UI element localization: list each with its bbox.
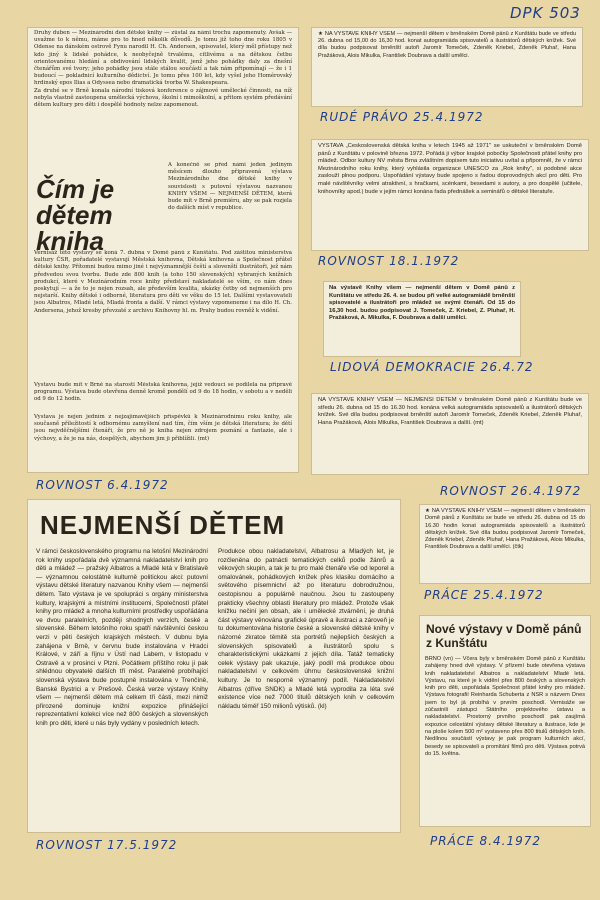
clip-bottom-right-2	[420, 616, 590, 826]
source-stamp: PRÁCE 8.4.1972	[430, 834, 541, 848]
source-stamp: PRÁCE 25.4.1972	[424, 588, 544, 602]
article-column-1: V rámci československého programu na letošní Mezinárodní rok knihy uspořádala dvě významná nakladatelství knih pro děti a mládež — pražský Albatros a Mladé letá v Bratislavě — významnou celostátně kulturně politickou akci: putovní výstavu dětské literatury nazvanou Knihy všem — nejmenší dětem. Tato výstava je ve spolupráci s orgány ministerstva kultury, krajskými a místními institucemi, Společností přátel knihy pro mládež a mnoha kulturními prostředky uspořádána ve dvou paralelních, později shodných verzích, české a slovenské. Během letošního roku spatří návštěvníci českou verzi v pěti českých krajských městech. V dubnu byla zahájena v Brně, v červnu bude instalována v Hradci Králové, v září a říjnu v Ústí nad Labem, v listopadu v Ostravě a v prosinci v Plzni. Počátkem příštího roku ji pak shlédnou obyvatelé dalších tří měst. Paralelně probíhající slovenská výstava bude postupně instalována v Trenčíně, Banské Bystrici a v Prešově. Česká verze výstavy Knihy všem — nejmenší dětem má celkem tři části, mezi nimiž přirozeně dominuje knižní expozice přinášející reprezentativní kolekci více než 800 českých a slovenských knih pro děti, které u nás byly vydány v posledních letech.	[36, 548, 208, 727]
source-stamp: ROVNOST 18.1.1972	[318, 254, 460, 268]
corner-mark: DPK 503	[510, 4, 581, 22]
clip-top-right-2	[312, 140, 588, 250]
article-paragraph: Výstava je nejen jedním z nejzajímavějších příspěvků k Mezinárodnímu roku knihy, ale současně příležitostí k odbornému zamyšlení nad tím, čím vším je dětská literatura; že dětí jsou nejvděčnějšími čtenáři, že pro ně je kniha nejen zdrojem poznání a fantazie, ale i výchovy, a že je na nás, dospělých, abychom jim ji přiblížili. (mt)	[34, 414, 292, 442]
article-paragraph: Vernisáž této výstavy se koná 7. dubna v Domě pánů z Kunštátu. Pod záštitou ministerstva kultury ČSR, pořadatelé vystavují Městská knihovna, Dětská knihovna a Společnost přátel dětské knihy. Přítomni budou mimo jiné i nejvýznamnější čeští a slovenští ilustrátoři, jež nám předvedou svou tvorbu. Bude zde 800 knih (a toho 150 slovenských) vybraných knižních produkcí, které v Mezinárodním roce knihy představí nakladatelé se vším, co nám dnes poskytují — a že to je nejen rozsah, ale především kvalita, ukázky četby od nejmenších pro nejstarší. Knihy dětské i odborné, literatura pro děti ve věku do 15 let. Dalšími vystavovateli jsou Albatros, Mladé letá, Mladá fronta a další. V rámci výstavy vzpomeneme i na dílo H. Ch. Andersena, jehož kresby převzaté z archivu Knihovny hl. m. Prahy budou rovněž k vidění.	[34, 250, 292, 314]
article-paragraph: A konečně se před námi jeden jediným měsícem dlouho připravená výstava Mezinárodního dne dětské knihy v souvislosti s putovní výstavou nazvanou KNIHY VŠEM — NEJMENŠÍ DĚTEM, která bude mít v Brně premiéru, aby se pak rozjela do dalších míst v republice.	[168, 162, 292, 212]
clip-top-right-3	[324, 282, 520, 356]
source-stamp: LIDOVÁ DEMOKRACIE 26.4.72	[330, 360, 534, 374]
clip-top-left	[28, 28, 298, 472]
source-stamp: ROVNOST 26.4.1972	[440, 484, 582, 498]
article-column-2: Produkce obou nakladatelství, Albatrosu a Mladých let, je rozčleněna do patnácti tematických celků podle žánrů a věkových skupin, a tak je tu pro malé čtenáře vše od leporel a omalovánek, pohádkových knížek přes klasiku domácího a světového písemnictví až po literaturu dobrodružnou, cestopisnou a populárně naučnou. Jsou tu zastoupeny prakticky všechny oblasti literatury pro mládež. Protože však knížku nečiní jen obsah, ale i umělecké ztvárnění, je druhá část výstavy věnována grafické úpravě a ilustraci a zároveň je tu dokumentována historie české a slovenské dětské knihy v názorné zkratce těmitě sta portrétů nejlepších českých a slovenských spisovatelů a ilustrátorů spolu s charakteristickými ukázkami z jejich díla. Tatáž tematicky celek výstavy pak ukazuje, jaký podíl má produkce obou nakladatelství v celkovém úhrnu československé knižní kultury. Je to nesporně významný podíl. Nakladatelství Albatros (dříve SNDK) a Mladé letá vyprodila za léta své existence více než 7000 titulů dětských knih v celkovém nákladu téměř 150 milionů výtisků. (kl)	[218, 548, 394, 710]
clip-bottom-left	[28, 500, 400, 832]
clip-bottom-right-1	[420, 505, 590, 583]
article-text: ★ NA VÝSTAVĚ KNIHY VŠEM — nejmenší dětem v brněnském Domě pánů z Kunštátu se bude ve středu 26. dubna od 15 do 16.30 hodin konat autogramiáda spisovatelů a ilustrátorů dětských knížek. Své díla budou podpisovat Jaromír Tomeček, Zdeněk Kriebel, Zdeněk Pluhař, Hana Pražáková, Alois Mikulka, František Doubrava a další umělci. (čtk)	[425, 508, 585, 551]
article-paragraph: Druhý duben — Mezinárodní den dětské knihy — zůstal za námi trochu zapomenutý. Avšak — uvažme to k němu, máme pro to hned několik důvodů. Je tomu již toho dne roku 1805 v Odense na dánském ostrově Fynu narodil H. Ch. Andersen, spisovatel, který měl přístupy než kdo jiný k lidské pohádce, k neobyčejně trvalému, citlivému a na dětskou četbu orientovanému hledání a obdivování lidských kvalit, jenž jeho pohádky daly za dnešní čtenářům své tvory; jeho pohádky jsou stále stálou součástí a tak nám připomínají — že i 1 budoucí — pokladnicí kulturního dědictví. Je tomu přes 100 let, kdy vyšel jeho Homérovský hrdinský epos Ilias a Odyssea nebo dramatická tvorba W. Shakespeara.	[34, 30, 292, 87]
clip-top-right-1	[312, 28, 582, 106]
source-stamp: ROVNOST 17.5.1972	[36, 838, 178, 852]
article-paragraph: Výstavu bude mít v Brně na starosti Městská knihovna, jejíž vedoucí se podílela na přípravě programu. Výstava bude otevřena denně kromě pondělí od 9 do 18 hodin, v sobotu a v neděli od 9 do 12 hodin.	[34, 382, 292, 403]
article-paragraph: Za druhé se v Brně konala národní tisková konference o zájmové umělecké činnosti, na níž nebyla vlastně zastoupena umělecká výchova, školní i mimoškolní, a přitom systém předávání dětem kultury pro děti i dospělé hodnoty nelze zapomenout.	[34, 87, 292, 109]
article-text: NA VÝSTAVĚ KNIHY VŠEM — NEJMENŠÍ DĚTEM v brněnském Domě pánů z Kunštátu bude ve středu 26. dubna od 15 do 16.30 hod. konána velká autogramiáda spisovatelů a ilustrátorů dětských knížek. Své díla budou podpisovat brněnští autoři Jaromír Tomeček, Zdeněk Kriebel, Zdeněk Pluhař, Hana Pražáková, Alois Mikulka, František Doubrava a další. (mt)	[318, 397, 582, 426]
article-text: VÝSTAVA „Československá dětská kniha v letech 1945 až 1971" se uskuteční v brněnském Domě pánů z Kunštátu v polovině března 1972. Pořádá ji výbor krajské pobočky Společnosti přátel knihy pro mládež. Odbor kultury NV města Brna zvláštním dopisem tuto iniciativu uvítal a připomněl, že v rámci Mezinárodního roku knihy, který vyhlásila organizace UNESCO za „Rok knihy", si podobné akce zaslouží plnou podporu. Uspořádání výstavy bude spojeno s řadou doprovodných akcí pro děti. Pro malé návštěvníky velmi atraktivní, s hračkami, scénkami, besedami s autory, a pro dospělé (učitele, knihovníky apod.) bude v jejím rámci konána řada přednášek a seminářů o dětské literatuře.	[318, 143, 582, 195]
article-title: NEJMENŠÍ DĚTEM	[40, 510, 286, 540]
source-stamp: ROVNOST 6.4.1972	[36, 478, 169, 492]
article-text: ★ NA VÝSTAVĚ KNIHY VŠEM — nejmenší dětem v brněnském Domě pánů z Kunštátu bude ve středu 26. dubna od 15,00 do 16,30 hod. konat autogramiáda spisovatelů a ilustrátorů dětských knížek. Své díla budou podpisovat brněnští autoři Jaromír Tomeček, Zdeněk Kriebel, Zdeněk Pluhař, Hana Pražáková, Alois Mikulka, František Doubrava a další umělci.	[318, 31, 576, 59]
article-text: BRNO (vn) — Včera byly v brněnském Domě pánů z Kunštátu zahájeny hned dvě výstavy. V přízemí bude otevřena výstava knih nakladatelství Albatros a nakladatelství Mladé letá. Výstavu, na které je k vidění přes 800 českých a slovenských knih pro děti, uspořádala Společnost přátel knihy pro mládež. Výstava fotografií Reinharda Schuberta z NSR s názvem Dnes jsem to byl já probíhá v prvním poschodí. Vernisáže se zúčastnili zástupci Státního projektového ústavu a nakladatelství. Prostorný prvního poschodí pak zaujímá expozice celostátní výstavy dětské literatury a ilustrace, kde je na ploše kolem 500 m² vystaveno přes 800 titulů dětských knih. Nedílnou součástí výstavy je pak program kulturních akcí, besedy se spisovateli a promítání filmů pro děti. Výstava potrvá do 15. května.	[425, 656, 585, 757]
article-title: Čím je dětem kniha	[36, 174, 115, 256]
article-title: Nové výstavy v Domě pánů z Kunštátu	[426, 622, 582, 650]
article-text: Na výstavě Knihy všem — nejmenší dětem v Domě pánů z Kunštátu ve středu 26. 4. se budou při velké autogramiádě brněnští spisovatelé a ilustrátoři pro mládež se svými čtenáři. Od 15 do 16,30 hod. budou podpisovat J. Tomeček, Z. Kriebel, Z. Pluhař, H. Pražáková, A. Mikulka, F. Doubrava a další umělci.	[329, 285, 515, 322]
clip-top-right-4	[312, 394, 588, 474]
source-stamp: RUDÉ PRÁVO 25.4.1972	[320, 110, 484, 124]
